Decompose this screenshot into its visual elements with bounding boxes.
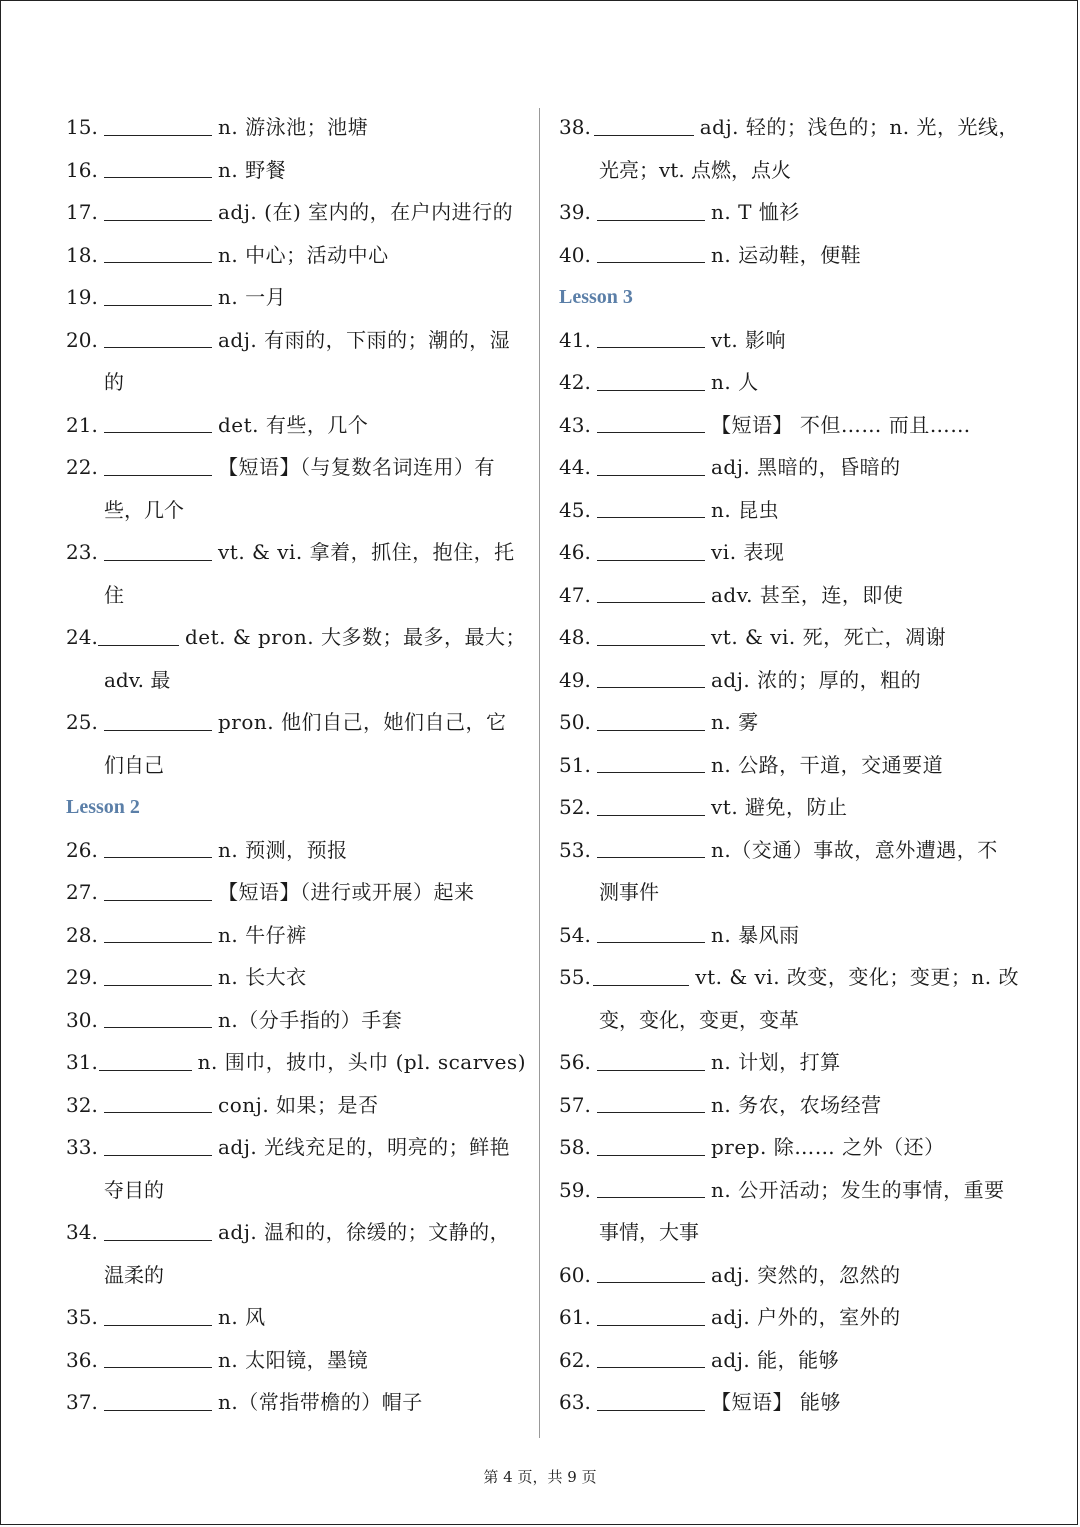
item-number: 58. — [559, 1135, 591, 1159]
vocab-item — [559, 361, 1019, 404]
item-definition: n. 务农，农场经营 — [711, 1092, 882, 1117]
definition-continuation: 们自己 — [104, 752, 164, 777]
vocab-item — [559, 531, 1019, 574]
item-definition: n. 长大衣 — [218, 965, 307, 989]
item-definition: adj. 突然的，忽然的 — [711, 1262, 901, 1287]
item-number: 33. — [66, 1135, 98, 1159]
item-number: 21. — [66, 412, 98, 437]
vocab-item — [66, 829, 526, 872]
answer-blank[interactable] — [104, 1218, 212, 1241]
item-definition: vt. & vi. 死，死亡，凋谢 — [711, 625, 947, 649]
answer-blank[interactable] — [597, 410, 705, 433]
item-number: 24. — [66, 625, 98, 649]
definition-continuation: 的 — [104, 370, 124, 394]
vocab-item — [559, 319, 1019, 362]
answer-blank[interactable] — [597, 1303, 705, 1326]
item-definition: adj. 户外的，室外的 — [711, 1305, 901, 1329]
item-number: 34. — [66, 1220, 98, 1244]
vocab-item — [66, 1126, 526, 1169]
item-definition: n. 牛仔裤 — [218, 922, 307, 947]
vocab-item — [66, 1296, 526, 1339]
answer-blank[interactable] — [597, 750, 705, 773]
item-number: 38. — [559, 115, 591, 139]
item-number: 56. — [559, 1050, 591, 1074]
answer-blank[interactable] — [104, 283, 212, 306]
item-number: 15. — [66, 115, 98, 139]
answer-blank[interactable] — [104, 1090, 212, 1113]
answer-blank[interactable] — [597, 1345, 705, 1368]
answer-blank[interactable] — [597, 623, 705, 646]
vocab-item — [559, 1126, 1019, 1169]
vocab-item — [66, 234, 526, 277]
item-definition: n. 预测，预报 — [218, 837, 348, 862]
answer-blank[interactable] — [597, 368, 705, 391]
item-number: 32. — [66, 1092, 98, 1117]
answer-blank[interactable] — [104, 410, 212, 433]
item-number: 49. — [559, 667, 591, 692]
answer-blank[interactable] — [104, 155, 212, 178]
vocab-item — [66, 149, 526, 192]
item-definition: n. 野餐 — [218, 157, 287, 182]
item-number: 36. — [66, 1347, 98, 1372]
item-number: 55. — [559, 965, 591, 989]
lesson-heading: Lesson 2 — [66, 796, 140, 818]
answer-blank[interactable] — [104, 325, 212, 348]
answer-blank[interactable] — [597, 1048, 705, 1071]
answer-blank[interactable] — [104, 1388, 212, 1411]
definition-continuation: 夺目的 — [104, 1177, 164, 1202]
vocab-item — [66, 616, 526, 659]
item-number: 16. — [66, 157, 98, 182]
item-definition: det. 有些，几个 — [218, 412, 369, 437]
answer-blank[interactable] — [597, 1260, 705, 1283]
item-number: 37. — [66, 1390, 98, 1414]
vocab-item — [66, 446, 526, 489]
vocab-item — [559, 234, 1019, 277]
vocab-item — [559, 1041, 1019, 1084]
item-number: 35. — [66, 1305, 98, 1329]
vocab-item — [559, 701, 1019, 744]
item-number: 20. — [66, 327, 98, 352]
item-number: 44. — [559, 455, 591, 479]
vocab-item — [66, 1381, 526, 1424]
item-number: 22. — [66, 455, 98, 479]
answer-blank[interactable] — [104, 920, 212, 943]
answer-blank[interactable] — [104, 113, 212, 136]
answer-blank[interactable] — [597, 325, 705, 348]
answer-blank[interactable] — [597, 665, 705, 688]
item-number: 52. — [559, 795, 591, 819]
vocab-item — [559, 1084, 1019, 1127]
item-number: 23. — [66, 540, 98, 564]
item-number: 19. — [66, 285, 98, 309]
item-number: 39. — [559, 200, 591, 224]
vocab-item — [559, 744, 1019, 787]
vocab-item — [66, 914, 526, 957]
vocab-item — [66, 1084, 526, 1127]
answer-blank[interactable] — [104, 1303, 212, 1326]
answer-blank[interactable] — [104, 878, 212, 901]
item-definition: vi. 表现 — [711, 540, 785, 564]
item-definition: adj. 轻的；浅色的；n. 光，光线， — [699, 115, 1019, 139]
item-definition: 【短语】（与复数名词连用）有 — [218, 455, 495, 479]
vocab-item — [66, 701, 526, 744]
vocab-item — [559, 914, 1019, 957]
item-definition: n. 公开活动；发生的事情，重要 — [711, 1177, 1005, 1202]
definition-continuation: adv. 最 — [104, 667, 171, 692]
vocab-item — [559, 446, 1019, 489]
item-definition: n. 计划，打算 — [711, 1050, 841, 1074]
vocab-item — [66, 1041, 526, 1084]
vocab-item — [559, 191, 1019, 234]
vocab-item — [66, 871, 526, 914]
answer-blank[interactable] — [597, 453, 705, 476]
definition-continuation: 住 — [104, 582, 124, 607]
item-number: 62. — [559, 1347, 591, 1372]
answer-blank[interactable] — [104, 198, 212, 221]
answer-blank[interactable] — [597, 1133, 705, 1156]
item-definition: n. 运动鞋，便鞋 — [711, 242, 862, 267]
right-column — [559, 106, 1019, 1424]
vocab-item — [559, 489, 1019, 532]
item-definition: prep. 除…… 之外（还） — [711, 1135, 945, 1159]
item-number: 31. — [66, 1050, 98, 1074]
item-definition: n. 风 — [218, 1305, 266, 1329]
lesson-heading: Lesson 3 — [559, 286, 633, 308]
page-footer: 第 4 页，共 9 页 — [483, 1468, 597, 1486]
item-number: 48. — [559, 625, 591, 649]
item-definition: 【短语】 能够 — [711, 1390, 841, 1414]
answer-blank[interactable] — [597, 198, 705, 221]
item-number: 26. — [66, 837, 98, 862]
vocab-item — [66, 191, 526, 234]
item-definition: n. 公路，干道，交通要道 — [711, 752, 944, 777]
item-definition: n.（交通）事故，意外遭遇，不 — [711, 837, 998, 862]
definition-continuation: 些，几个 — [104, 497, 184, 522]
item-definition: n. 昆虫 — [711, 497, 780, 522]
vocab-item — [559, 574, 1019, 617]
vocab-item — [559, 404, 1019, 447]
vocab-item — [66, 319, 526, 362]
vocab-item — [559, 659, 1019, 702]
vocab-item — [559, 1381, 1019, 1424]
definition-continuation: 测事件 — [599, 880, 659, 904]
answer-blank[interactable] — [104, 1133, 212, 1156]
answer-blank[interactable] — [104, 1005, 212, 1028]
item-definition: n. 人 — [711, 370, 759, 394]
answer-blank[interactable] — [98, 623, 179, 646]
item-definition: n. 一月 — [218, 285, 287, 309]
vocab-item — [66, 531, 526, 574]
item-definition: adj. 光线充足的，明亮的；鲜艳 — [218, 1135, 511, 1159]
vocab-item — [66, 106, 526, 149]
item-definition: n. T 恤衫 — [711, 200, 800, 224]
answer-blank[interactable] — [597, 1175, 705, 1198]
vocab-item — [66, 276, 526, 319]
item-definition: adj. 浓的；厚的，粗的 — [711, 667, 922, 692]
item-definition: n.（常指带檐的）帽子 — [218, 1390, 423, 1414]
item-number: 30. — [66, 1007, 98, 1032]
item-definition: adj. 能，能够 — [711, 1347, 840, 1372]
answer-blank[interactable] — [104, 963, 212, 986]
definition-continuation: 光亮；vt. 点燃，点火 — [599, 157, 792, 182]
item-definition: adj. 温和的，徐缓的；文静的， — [218, 1220, 511, 1244]
answer-blank[interactable] — [597, 1388, 705, 1411]
item-definition: vt. 影响 — [711, 327, 787, 352]
vocab-item — [559, 1339, 1019, 1382]
item-number: 46. — [559, 540, 591, 564]
item-number: 63. — [559, 1390, 591, 1414]
vocab-item — [559, 1169, 1019, 1212]
left-column — [66, 106, 526, 1424]
answer-blank[interactable] — [597, 240, 705, 263]
definition-continuation: 事情，大事 — [599, 1220, 699, 1244]
answer-blank[interactable] — [104, 453, 212, 476]
item-definition: n. 太阳镜，墨镜 — [218, 1347, 369, 1372]
answer-blank[interactable] — [597, 538, 705, 561]
vocab-item — [559, 616, 1019, 659]
answer-blank[interactable] — [594, 113, 694, 136]
answer-blank[interactable] — [593, 963, 689, 986]
item-number: 53. — [559, 837, 591, 862]
item-definition: vt. & vi. 改变，变化；变更；n. 改 — [695, 965, 1019, 989]
item-number: 25. — [66, 710, 98, 734]
item-definition: n. 围巾，披巾，头巾 (pl. scarves) — [197, 1050, 526, 1074]
item-definition: n.（分手指的）手套 — [218, 1007, 403, 1032]
answer-blank[interactable] — [104, 1345, 212, 1368]
item-definition: vt. 避免，防止 — [711, 795, 848, 819]
item-number: 17. — [66, 200, 98, 224]
answer-blank[interactable] — [597, 1090, 705, 1113]
item-definition: vt. & vi. 拿着，抓住，抱住，托 — [218, 540, 515, 564]
item-definition: 【短语】 不但…… 而且…… — [711, 412, 971, 437]
vocab-item — [66, 1211, 526, 1254]
answer-blank[interactable] — [104, 538, 212, 561]
item-definition: det. & pron. 大多数；最多，最大； — [184, 625, 526, 649]
item-number: 43. — [559, 412, 591, 437]
item-number: 50. — [559, 710, 591, 734]
item-number: 47. — [559, 582, 591, 607]
answer-blank[interactable] — [597, 920, 705, 943]
item-definition: adv. 甚至，连，即使 — [711, 582, 904, 607]
vocab-item — [559, 829, 1019, 872]
answer-blank[interactable] — [99, 1048, 192, 1071]
item-definition: conj. 如果；是否 — [218, 1092, 379, 1117]
definition-continuation: 变，变化，变更，变革 — [599, 1007, 799, 1032]
answer-blank[interactable] — [597, 580, 705, 603]
item-number: 28. — [66, 922, 98, 947]
item-number: 45. — [559, 497, 591, 522]
item-number: 40. — [559, 242, 591, 267]
vocab-item — [559, 106, 1019, 149]
item-number: 29. — [66, 965, 98, 989]
answer-blank[interactable] — [597, 708, 705, 731]
item-number: 61. — [559, 1305, 591, 1329]
item-number: 41. — [559, 327, 591, 352]
answer-blank[interactable] — [104, 708, 212, 731]
item-number: 54. — [559, 922, 591, 947]
answer-blank[interactable] — [597, 835, 705, 858]
item-number: 57. — [559, 1092, 591, 1117]
item-definition: pron. 他们自己，她们自己，它 — [218, 710, 507, 734]
column-divider — [539, 108, 540, 1438]
item-definition: adj. (在) 室内的，在户内进行的 — [218, 200, 514, 224]
item-definition: adj. 有雨的，下雨的；潮的，湿 — [218, 327, 511, 352]
item-number: 51. — [559, 752, 591, 777]
vocab-item — [559, 956, 1019, 999]
item-number: 59. — [559, 1177, 591, 1202]
item-definition: 【短语】（进行或开展）起来 — [218, 880, 475, 904]
vocab-item — [559, 786, 1019, 829]
item-number: 18. — [66, 242, 98, 267]
item-definition: n. 中心；活动中心 — [218, 242, 389, 267]
item-definition: n. 暴风雨 — [711, 922, 800, 947]
item-number: 60. — [559, 1262, 591, 1287]
item-definition: n. 雾 — [711, 710, 759, 734]
answer-blank[interactable] — [104, 835, 212, 858]
answer-blank[interactable] — [597, 495, 705, 518]
vocab-item — [66, 999, 526, 1042]
vocab-item — [66, 956, 526, 999]
answer-blank[interactable] — [104, 240, 212, 263]
vocab-item — [559, 1254, 1019, 1297]
answer-blank[interactable] — [597, 793, 705, 816]
definition-continuation: 温柔的 — [104, 1262, 164, 1287]
item-definition: adj. 黑暗的，昏暗的 — [711, 455, 901, 479]
item-number: 27. — [66, 880, 98, 904]
vocab-item — [66, 404, 526, 447]
item-number: 42. — [559, 370, 591, 394]
item-definition: n. 游泳池；池塘 — [218, 115, 369, 139]
vocab-item — [66, 1339, 526, 1382]
vocab-item — [559, 1296, 1019, 1339]
